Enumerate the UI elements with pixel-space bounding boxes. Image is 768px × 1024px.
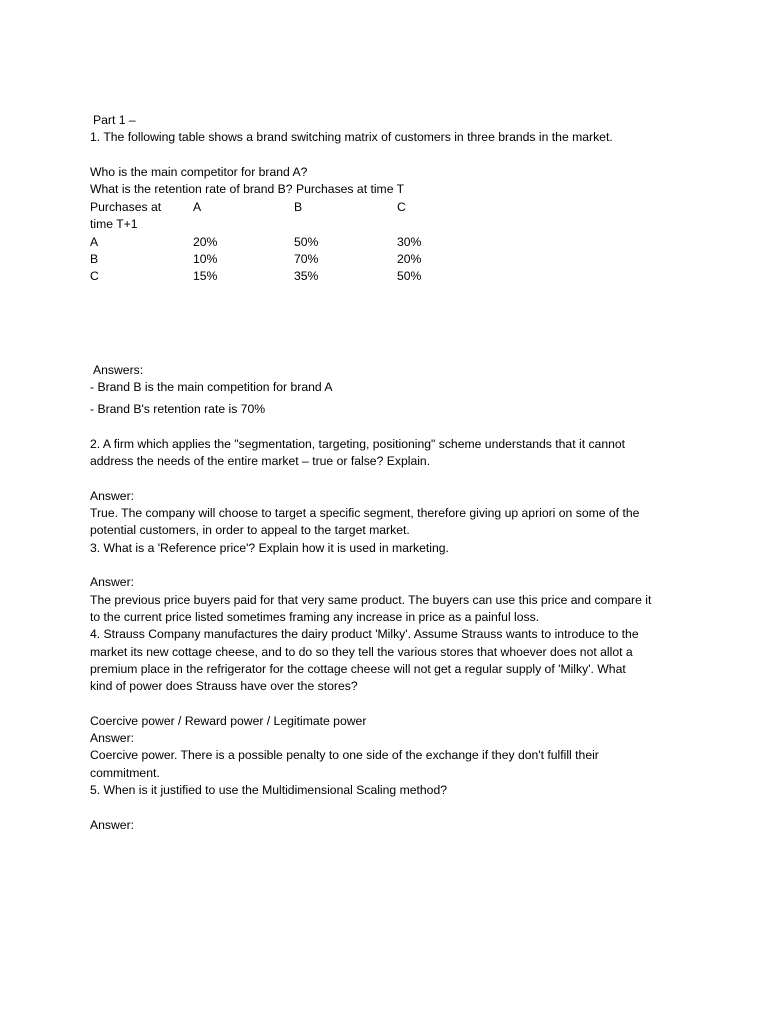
question-5-text: 5. When is it justified to use the Multidimensional Scaling method? (90, 782, 448, 797)
table-row (90, 268, 490, 285)
question-2-line: address the needs of the entire market – true or false? Explain. (90, 454, 431, 469)
table-cell: 50% (294, 234, 319, 249)
answer-line: commitment. (90, 765, 160, 780)
question-4-line: kind of power does Strauss have over the stores? (90, 679, 358, 694)
table-cell: 50% (397, 269, 422, 284)
table-row (90, 251, 490, 268)
answer-heading: Answer: (90, 488, 135, 503)
table-cell: 35% (294, 269, 319, 284)
answer-item: - Brand B is the main competition for brand A (90, 380, 333, 395)
question-1-sub-a: Who is the main competitor for brand A? (90, 164, 308, 179)
table-header-cell: B (294, 200, 303, 214)
answer-item: - Brand B's retention rate is 70% (90, 401, 266, 416)
question-3-text: 3. What is a 'Reference price'? Explain how it is used in marketing. (90, 540, 449, 555)
answer-line: True. The company will choose to target a specific segment, therefore giving up apriori on some of the (90, 506, 640, 521)
table-cell: 20% (397, 251, 422, 266)
answer-line: potential customers, in order to appeal to the target market. (90, 523, 410, 538)
table-row-label: A (90, 234, 99, 249)
table-header-cell: Purchases at (90, 200, 162, 214)
part-heading: Part 1 – (93, 113, 136, 127)
table-row-label: B (90, 251, 99, 266)
question-4-line: market its new cottage cheese, and to do so they tell the various stores that whoever does not allot a (90, 644, 633, 659)
question-2-line: 2. A firm which applies the "segmentation, targeting, positioning" scheme understands that it cannot (90, 437, 626, 451)
table-cell: 15% (193, 269, 218, 284)
table-header-cell: time T+1 (90, 217, 138, 232)
answer-line: Coercive power. There is a possible penalty to one side of the exchange if they don't fulfill their (90, 748, 599, 763)
table-row-label: C (90, 269, 99, 284)
table-cell: 10% (193, 251, 218, 266)
answer-heading: Answer: (90, 817, 135, 832)
table-header-cell: A (193, 200, 202, 214)
table-header-cell: C (397, 200, 406, 214)
answer-line: to the current price listed sometimes framing any increase in price as a painful loss. (90, 609, 540, 624)
answers-1-section (90, 362, 690, 418)
table-cell: 30% (397, 234, 422, 249)
question-4-options: Coercive power / Reward power / Legitimate power (90, 713, 367, 728)
brand-switching-table (90, 199, 490, 285)
table-row (90, 234, 490, 251)
answers-heading: Answers: (93, 363, 144, 377)
table-cell: 70% (294, 251, 319, 266)
answer-heading: Answer: (90, 731, 135, 746)
questions-2-5-section (90, 436, 690, 834)
question-4-line: 4. Strauss Company manufactures the dairy product 'Milky'. Assume Strauss wants to introduce to the (90, 627, 639, 642)
table-header-continuation (90, 216, 490, 233)
question-1-text: 1. The following table shows a brand switching matrix of customers in three brands in the market. (90, 130, 613, 145)
question-4-line: premium place in the refrigerator for the cottage cheese will not get a regular supply of 'Milky'. What (90, 661, 626, 676)
table-cell: 20% (193, 234, 218, 249)
table-header-row (90, 199, 490, 216)
answer-heading: Answer: (90, 575, 135, 590)
question-1-section (90, 112, 690, 198)
answer-line: The previous price buyers paid for that very same product. The buyers can use this price and compare it (90, 592, 652, 607)
question-1-sub-b: What is the retention rate of brand B? Purchases at time T (90, 182, 405, 197)
